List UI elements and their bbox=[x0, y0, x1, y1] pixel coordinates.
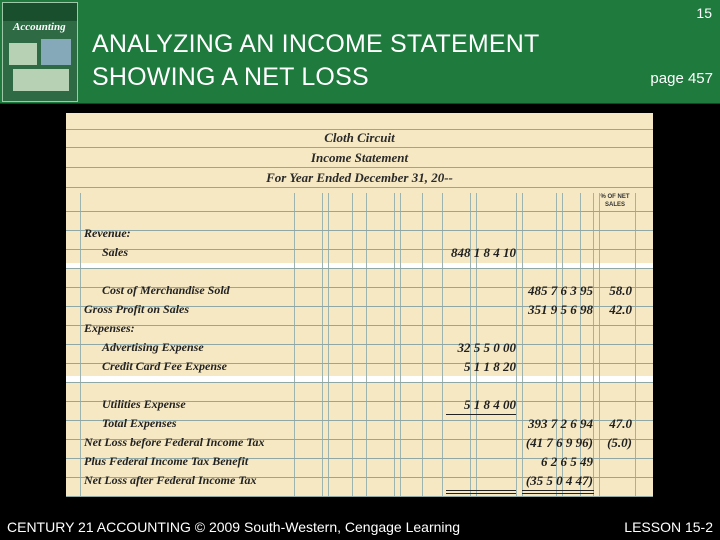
slide-header bbox=[0, 0, 720, 104]
slide-title bbox=[92, 28, 540, 94]
income-statement-form bbox=[66, 113, 653, 497]
double-underline-bottom bbox=[446, 493, 516, 494]
row-label: Expenses: bbox=[84, 321, 135, 335]
statement-row bbox=[66, 225, 653, 244]
percent-value: (5.0) bbox=[607, 435, 632, 450]
amount-column-2: 6 2 6 5 49 bbox=[541, 454, 593, 469]
statement-period: For Year Ended December 31, 20-- bbox=[266, 170, 453, 185]
rule-line bbox=[66, 129, 653, 130]
row-label: Revenue: bbox=[84, 226, 131, 240]
amount-column-2: 485 7 6 3 95 bbox=[528, 283, 593, 298]
rule-line bbox=[66, 167, 653, 168]
rule-line bbox=[66, 268, 653, 269]
statement-row bbox=[66, 244, 653, 263]
statement-row bbox=[66, 434, 653, 453]
amount-column-1: 848 1 8 4 10 bbox=[451, 245, 516, 260]
statement-row bbox=[66, 358, 653, 377]
row-label: Advertising Expense bbox=[102, 340, 204, 354]
statement-row bbox=[66, 396, 653, 415]
rule-line bbox=[66, 496, 653, 497]
amount-column-2: (41 7 6 9 96) bbox=[525, 435, 593, 450]
statement-row bbox=[66, 282, 653, 301]
page-reference: page 457 bbox=[650, 70, 713, 87]
slide-title-line2: SHOWING A NET LOSS bbox=[92, 63, 369, 91]
rule-line bbox=[66, 382, 653, 383]
slide-title-line1: ANALYZING AN INCOME STATEMENT bbox=[92, 30, 540, 58]
amount-column-1: 5 1 1 8 20 bbox=[464, 359, 516, 374]
statement-row bbox=[66, 472, 653, 491]
double-underline-bottom bbox=[522, 493, 594, 494]
double-underline-top bbox=[446, 490, 516, 491]
amount-column-1: 32 5 5 0 00 bbox=[457, 340, 516, 355]
row-label: Net Loss before Federal Income Tax bbox=[84, 435, 265, 449]
statement-company: Cloth Circuit bbox=[324, 130, 395, 145]
single-underline bbox=[446, 414, 516, 415]
statement-row bbox=[66, 415, 653, 434]
row-label: Total Expenses bbox=[102, 416, 177, 430]
percent-value: 42.0 bbox=[609, 302, 632, 317]
row-label: Sales bbox=[102, 245, 129, 259]
textbook-cover-image bbox=[2, 2, 78, 102]
statement-row bbox=[66, 453, 653, 472]
rule-line bbox=[66, 211, 653, 212]
statement-name: Income Statement bbox=[310, 150, 409, 165]
footer-lesson: LESSON 15-2 bbox=[624, 519, 713, 535]
percent-value: 58.0 bbox=[609, 283, 632, 298]
amount-column-2: 393 7 2 6 94 bbox=[528, 416, 593, 431]
rule-line bbox=[66, 147, 653, 148]
slide-number: 15 bbox=[696, 5, 712, 21]
percent-of-net-sales-header: % OF NET SALES bbox=[600, 194, 630, 208]
row-label: Credit Card Fee Expense bbox=[102, 359, 227, 373]
row-label: Cost of Merchandise Sold bbox=[102, 283, 230, 297]
footer-copyright: CENTURY 21 ACCOUNTING © 2009 South-Western, Cengage Learning bbox=[7, 519, 461, 535]
amount-column-2: 351 9 5 6 98 bbox=[528, 302, 593, 317]
statement-row bbox=[66, 301, 653, 320]
amount-column-2: (35 5 0 4 47) bbox=[525, 473, 593, 488]
double-underline-top bbox=[522, 490, 594, 491]
row-label: Plus Federal Income Tax Benefit bbox=[84, 454, 249, 468]
statement-row bbox=[66, 339, 653, 358]
statement-row bbox=[66, 320, 653, 339]
row-label: Net Loss after Federal Income Tax bbox=[84, 473, 257, 487]
row-label: Gross Profit on Sales bbox=[84, 302, 190, 316]
percent-value: 47.0 bbox=[609, 416, 632, 431]
rule-line bbox=[66, 187, 653, 188]
amount-column-1: 5 1 8 4 00 bbox=[464, 397, 516, 412]
row-label: Utilities Expense bbox=[102, 397, 186, 411]
cover-brand: Accounting bbox=[13, 21, 66, 33]
